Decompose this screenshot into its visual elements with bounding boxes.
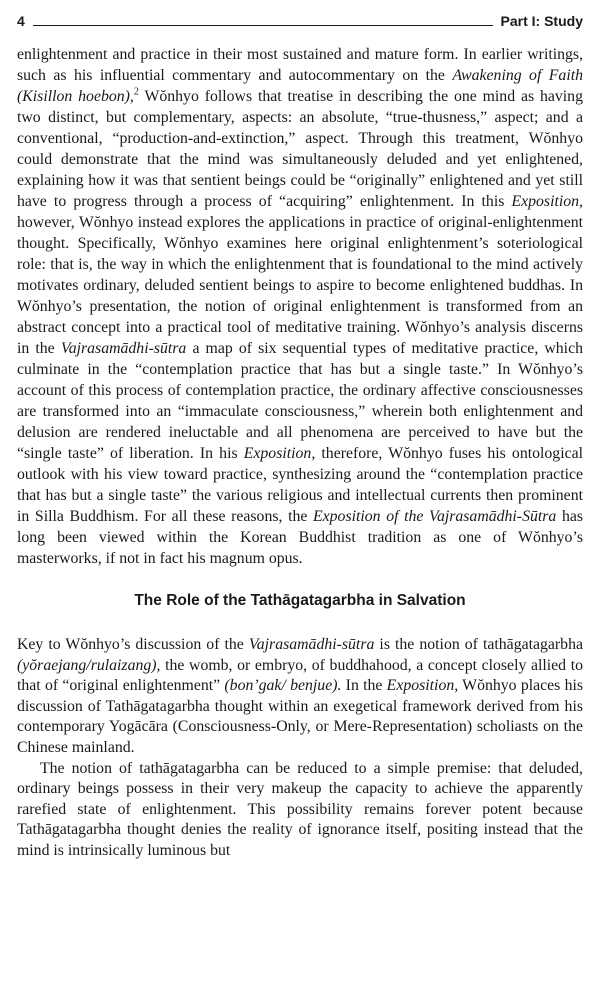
text-run: therefore, Wŏnhyo fuses his ontological outlook with his view toward practice, synthesizing around the “contemplation practice that has but a single taste” the various religious and intellectual currents then prominent in Silla Buddhism. For all these reasons, the [17, 445, 583, 525]
footnote-ref: 2 [133, 86, 139, 98]
italic-text: Vajrasamādhi-sūtra [60, 340, 187, 357]
italic-text: Exposition, [511, 193, 583, 210]
text-run: a map of six sequential types of meditative practice, which culminate in the “contemplation practice that has but a single taste.” In Wŏnhyo’s account of this process of contemplation practice, the ordinary affective consciousnesses are transformed into an “immaculate consciousness,” wherein both enlightenment and delusion are rendered ineluctable and all phenomena are perceived to have but the “single taste” of liberation. In his [17, 340, 583, 462]
header-rule [33, 25, 493, 26]
text-run: is the notion of tathāgatagarbha [374, 636, 583, 653]
paragraph-1 [17, 44, 583, 569]
paragraph-2 [17, 635, 583, 759]
part-title: Part I: Study [500, 13, 583, 29]
text-run: In the [341, 677, 387, 695]
page-number: 4 [17, 13, 25, 29]
body-text [17, 44, 583, 862]
italic-text: Exposition, [243, 445, 316, 462]
text-run: The notion of tathāgatagarbha can be reduced to a simple premise: that deluded, ordinary beings possess in their very makeup the capacity to achieve the apparently rarefied state of enlightenment. This possibility remains forever potent because Tathāgatagarbha thought denies the reality of ignorance itself, positing instead that the mind is intrinsically luminous but [17, 759, 583, 859]
text-run: enlightenment and practice in their most sustained and mature form. In earlier writings, such as his influential commentary and autocommentary on the [17, 46, 583, 84]
paragraph-3 [17, 759, 583, 862]
italic-text: Exposition, [386, 677, 459, 695]
text-run: Wŏnhyo follows that treatise in describing the one mind as having two distinct, but complementary, aspects: an absolute, “true-thusness,” aspect; and a conventional, “production-and-extinction,” aspect. Through this treatment, Wŏnhyo could demonstrate that the mind was simultaneously deluded and yet enlightened, explaining how it was that sentient beings could be “originally” enlightened and yet still have to progress through a process of “acquiring” enlightenment. In this [17, 88, 583, 210]
italic-text: (yŏraejang/rulaizang), [17, 656, 161, 674]
text-run: Key to Wŏnhyo’s discussion of the [17, 636, 249, 653]
italic-text: Exposition of the Vajrasamādhi-Sūtra [313, 508, 557, 525]
italic-text: Awakening of Faith (Kisillon hoebon), [17, 67, 583, 105]
section-heading: The Role of the Tathāgatagarbha in Salvation [134, 592, 466, 609]
italic-text: (bon’gak/ benjue). [224, 677, 342, 695]
text-run: the womb, or embryo, of buddhahood, a concept closely allied to that of “original enlightenment” [17, 656, 583, 695]
text-run: Wŏnhyo places his discussion of Tathāgatagarbha thought within an exegetical framework derived from his contemporary Yogācāra (Consciousness-Only, or Mere-Representation) scholiasts on the Chinese mainland. [17, 677, 584, 756]
text-run: however, Wŏnhyo instead explores the applications in practice of original-enlightenment thought. Specifically, Wŏnhyo examines here original enlightenment’s soteriological role: that is, the way in which the enlightenment that is foundational to the mind actively motivates ordinary, deluded sentient beings to aspire to become enlightened buddhas. In Wŏnhyo’s presentation, the notion of original enlightenment is transformed from an abstract concept into a practical tool of meditative training. Wŏnhyo’s analysis discerns in the [17, 214, 583, 357]
italic-text: Vajrasamādhi-sūtra [248, 636, 375, 653]
text-run: has long been viewed within the Korean Buddhist tradition as one of Wŏnhyo’s masterworks, if not in fact his magnum opus. [17, 508, 583, 567]
running-head [17, 6, 583, 28]
